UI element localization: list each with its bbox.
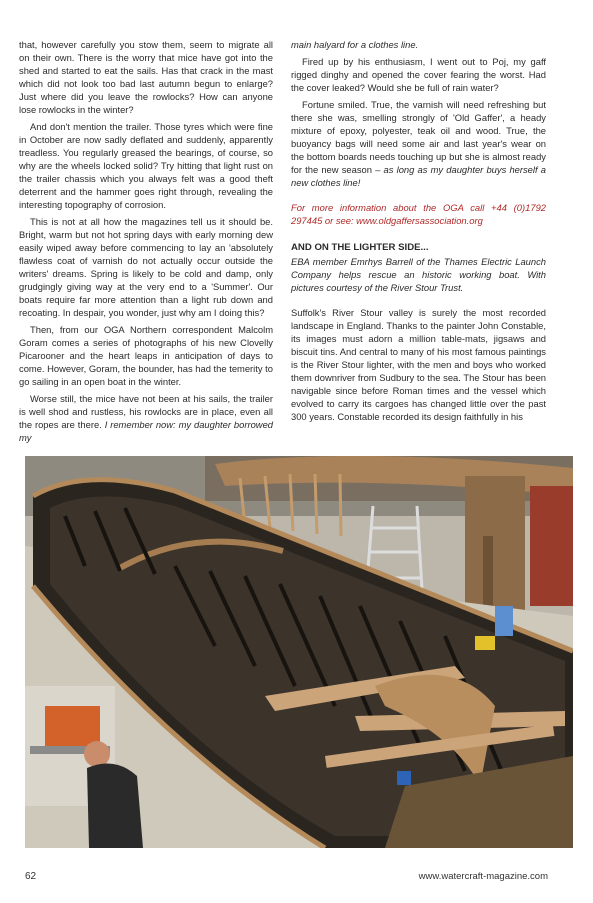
paragraph: And don't mention the trailer. Those tyres which were fine in October are now sadly deflated and suddenly, apparently treadless. You regularly greased the bearings, of course, so why are the wheels locked solid? Try hitting that light rust on the trailer chassis which you always felt was a good theft deterrent and the hammer goes right through, revealing the interesting topography of corrosion. xyxy=(19,121,273,210)
paragraph: This is not at all how the magazines tell us it should be. Bright, warm but not hot spring days with early morning dew easily wiped away before commencing to lay an 'absolutely flawless coat of varnish do not actually occur outside the writers' dreams. Spring is likely to be cold and damp, only grudgingly giving way at the very end to a 'Summer'. Our boats require far more attention than a light rub down and recoating. In despair, you wonder, just why am I doing this? xyxy=(19,216,273,318)
footer-url: www.watercraft-magazine.com xyxy=(418,871,548,882)
standfirst: EBA member Emrhys Barrell of the Thames Electric Launch Company helps rescue an historic working boat. With pictures courtesy of the River Stour Trust. xyxy=(291,256,546,293)
paragraph xyxy=(291,98,546,189)
paragraph-continued: main halyard for a clothes line. xyxy=(291,39,419,50)
sidebar-heading: AND ON THE LIGHTER SIDE... xyxy=(291,242,429,253)
right-column xyxy=(291,38,546,427)
sidebar-body: Suffolk's River Stour valley is surely the most recorded landscape in England. Thanks to the painter John Constable, its images must adorn a million table-mats, jigsaws and biscuit tins. And central to many of his most famous paintings is the River Stour lighter, with the men and boys who worked them downriver from Sudbury to the sea. The Stour has been navigable since before Roman times and the vessel which evolved to carry its cargoes has changed little over the past 300 years. Constable recorded its design faithfully in his xyxy=(291,307,546,422)
page-number: 62 xyxy=(25,871,37,882)
boat-restoration-photo xyxy=(25,456,573,848)
paragraph xyxy=(19,392,273,444)
oga-info-text: For more information about the OGA call +44 (0)1792 297445 or see: www.oldgaffersassociation.org xyxy=(291,202,546,226)
paragraph-text: Worse still, the mice have not been at his sails, the trailer is well shod and rustless, his rowlocks are in place, even all the ropes are there. xyxy=(19,393,273,430)
paragraph: that, however carefully you stow them, seem to migrate all on their own. There is the worry that mice have got into the shed and started to eat the sails. Has that crack in the mast which did not look too bad last autumn begun to enlarge? Just where did you leave the rowlocks? How can anyone lose rowlocks in the winter? xyxy=(19,39,273,115)
paragraph-text: Fortune smiled. True, the varnish will need refreshing but there she was, smelling strongly of 'Old Gaffer', a heady mixture of epoxy, polyester, teak oil and wood. True, the buoyancy bags will need some air and last year's wear on the bottom boards needs touching up but she is almost ready for the new season – xyxy=(291,99,546,175)
photo-illustration xyxy=(25,456,573,848)
paragraph: Then, from our OGA Northern correspondent Malcolm Goram comes a series of photographs of his new Clovelly Picarooner and the heart leaps in anticipation of days to come. However, Goram, the bounder, has had the temerity to go sailing in an open boat in the winter. xyxy=(19,324,273,387)
italic-text: as long as my daughter buys herself a new clothes line! xyxy=(291,164,546,188)
italic-text: I remember now: my daughter borrowed my xyxy=(19,419,273,443)
paragraph: Fired up by his enthusiasm, I went out to Poj, my gaff rigged dinghy and opened the cover fearing the worst. Had the cover leaked? Would she be full of rain water? xyxy=(291,56,546,93)
left-column xyxy=(19,38,273,448)
